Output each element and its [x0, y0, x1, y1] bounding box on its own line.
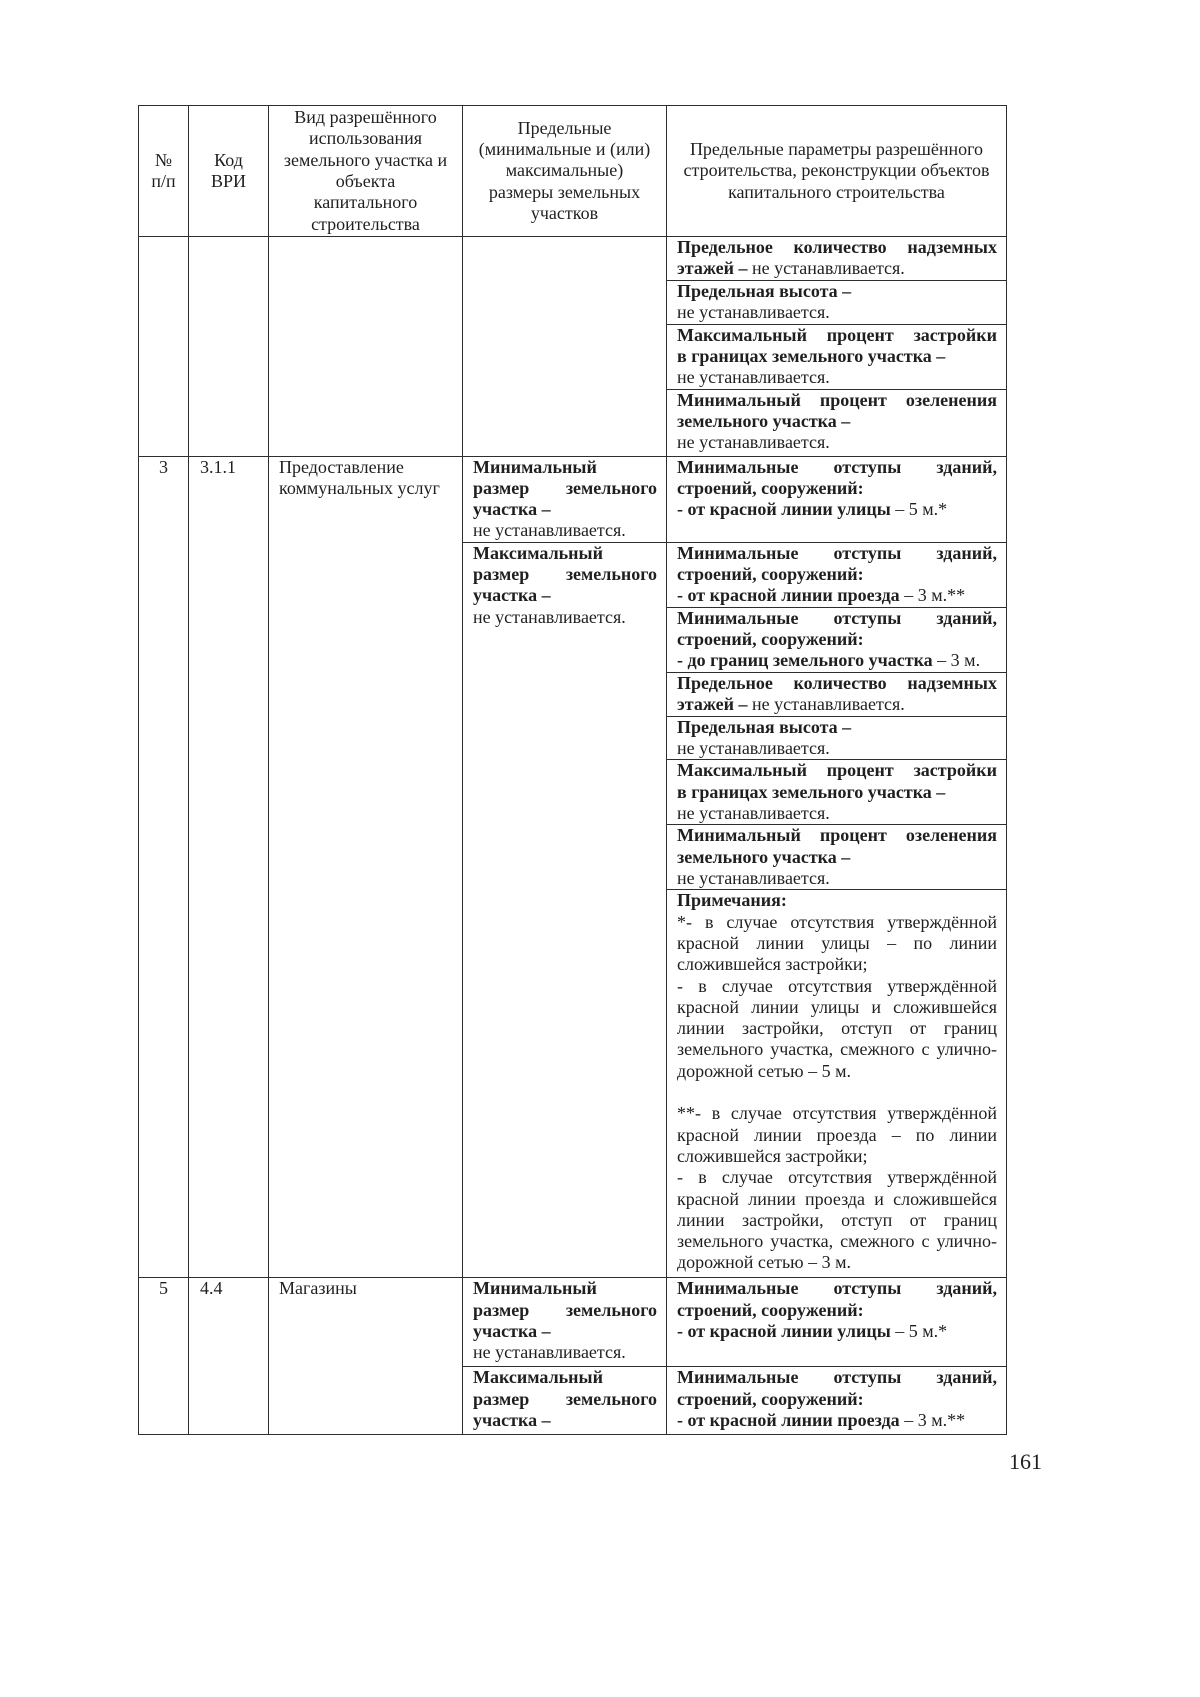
param-label: Предельное количество надземных этажей –	[677, 237, 997, 279]
row-code: 4.4	[189, 1278, 269, 1435]
setback-heading: Минимальные отступы зданий, строений, сооружений:	[677, 607, 997, 650]
setback-value: – 3 м.	[937, 650, 981, 671]
note-item: - в случае отсутствия утверждённой красной линии улицы и сложившейся линии застройки, отступ от границ земельного участка, смежного с улично-дорожной сетью – 5 м.	[677, 975, 997, 1081]
plot-max-size	[463, 1367, 667, 1435]
note-item: - в случае отсутствия утверждённой красной линии проезда и сложившейся линии застройки, отступ от границ земельного участка, смежного с улично-дорожной сетью – 3 м.	[677, 1167, 997, 1273]
param-label: Минимальный процент озеленения земельного участка –	[677, 825, 997, 867]
plot-value: не устанавливается.	[473, 1342, 626, 1363]
notes-title: Примечания:	[677, 890, 787, 911]
continued-use-type-cell	[269, 237, 463, 457]
param-label: Максимальный процент застройки в границах земельного участка –	[677, 324, 997, 366]
param-value: не устанавливается.	[677, 432, 830, 453]
param-value: не устанавливается.	[677, 802, 830, 823]
header-code-text: Код ВРИ	[210, 149, 246, 191]
param-setback-boundary	[667, 607, 1007, 672]
setback-item: - от красной линии проезда	[677, 1409, 900, 1430]
param-label: Минимальный процент озеленения земельного участка –	[677, 389, 997, 431]
param-value: не устанавливается.	[677, 867, 830, 888]
plot-value: не устанавливается.	[473, 606, 626, 627]
row-code: 3.1.1	[189, 456, 269, 1278]
header-parameters-text: Предельные параметры разрешённого строительства, реконструкции объектов капитального строительства	[683, 139, 990, 202]
continued-plot-size-cell	[463, 237, 667, 457]
row-use-type: Предоставление коммунальных услуг	[269, 456, 463, 1278]
header-num	[139, 106, 189, 237]
setback-item: - до границ земельного участка	[677, 650, 933, 671]
header-plot-size	[463, 106, 667, 237]
note-item: **- в случае отсутствия утверждённой красной линии проезда – по линии сложившейся застройки;	[677, 1103, 997, 1166]
header-use-type	[269, 106, 463, 237]
setback-heading: Минимальные отступы зданий, строений, сооружений:	[677, 456, 997, 498]
row-number: 3	[139, 456, 189, 1278]
setback-value: – 3 м.**	[904, 1409, 966, 1430]
plot-label: Максимальный размер земельного участка –	[473, 1367, 657, 1430]
param-label: Предельная высота –	[677, 716, 852, 737]
row-use-type: Магазины	[269, 1278, 463, 1435]
param-setback-passage	[667, 1367, 1007, 1435]
param-label: Максимальный процент застройки в границах земельного участка –	[677, 760, 997, 802]
param-value: не устанавливается.	[677, 367, 830, 388]
param-value: не устанавливается.	[677, 302, 830, 323]
plot-label: Максимальный размер земельного участка –	[473, 542, 657, 606]
param-label: Предельная высота –	[677, 281, 852, 301]
param-max-height	[667, 281, 1007, 325]
header-code	[189, 106, 269, 237]
table-row	[139, 1278, 1007, 1367]
table-row	[139, 456, 1007, 542]
plot-min-size	[463, 456, 667, 542]
setback-value: – 3 м.**	[904, 585, 966, 606]
setback-value: – 5 м.*	[895, 499, 948, 520]
param-setback-street	[667, 1278, 1007, 1367]
param-max-coverage	[667, 324, 1007, 389]
setback-heading: Минимальные отступы зданий, строений, сооружений:	[677, 1367, 997, 1409]
setback-item: - от красной линии улицы	[677, 499, 891, 520]
plot-min-size	[463, 1278, 667, 1367]
plot-max-size	[463, 542, 667, 1278]
continued-code-cell	[189, 237, 269, 457]
setback-item: - от красной линии улицы	[677, 1320, 891, 1341]
plot-label: Минимальный размер земельного участка –	[473, 456, 657, 520]
plot-label: Минимальный размер земельного участка –	[473, 1278, 657, 1341]
plot-value: не устанавливается.	[473, 520, 626, 541]
header-parameters	[667, 106, 1007, 237]
table-row	[139, 237, 1007, 281]
page-number: 161	[1009, 1449, 1042, 1474]
setback-heading: Минимальные отступы зданий, строений, сооружений:	[677, 542, 997, 585]
param-max-floors	[667, 237, 1007, 281]
param-min-greening	[667, 389, 1007, 456]
notes-cell	[667, 890, 1007, 1278]
param-max-coverage	[667, 760, 1007, 825]
param-value: не устанавливается.	[677, 738, 830, 759]
setback-heading: Минимальные отступы зданий, строений, сооружений:	[677, 1278, 997, 1320]
continued-num-cell	[139, 237, 189, 457]
param-label: Предельное количество надземных этажей –	[677, 672, 997, 715]
param-value: не устанавливается.	[752, 258, 905, 279]
param-max-height	[667, 716, 1007, 760]
param-min-greening	[667, 825, 1007, 890]
param-max-floors	[667, 672, 1007, 716]
header-num-text: № п/п	[151, 149, 176, 191]
header-use-type-text: Вид разрешённого использования земельного участка и объекта капитального строительства	[283, 107, 448, 234]
param-value: не устанавливается.	[752, 694, 905, 715]
land-use-regulations-table	[138, 105, 1007, 1435]
table-header-row	[139, 106, 1007, 237]
header-plot-size-text: Предельные (минимальные и (или) максимальные) размеры земельных участков	[478, 117, 651, 223]
note-item: *- в случае отсутствия утверждённой красной линии улицы – по линии сложившейся застройки;	[677, 911, 997, 975]
row-number: 5	[139, 1278, 189, 1435]
setback-item: - от красной линии проезда	[677, 585, 900, 606]
param-setback-passage	[667, 542, 1007, 607]
setback-value: – 5 м.*	[895, 1320, 948, 1341]
param-setback-street	[667, 456, 1007, 542]
